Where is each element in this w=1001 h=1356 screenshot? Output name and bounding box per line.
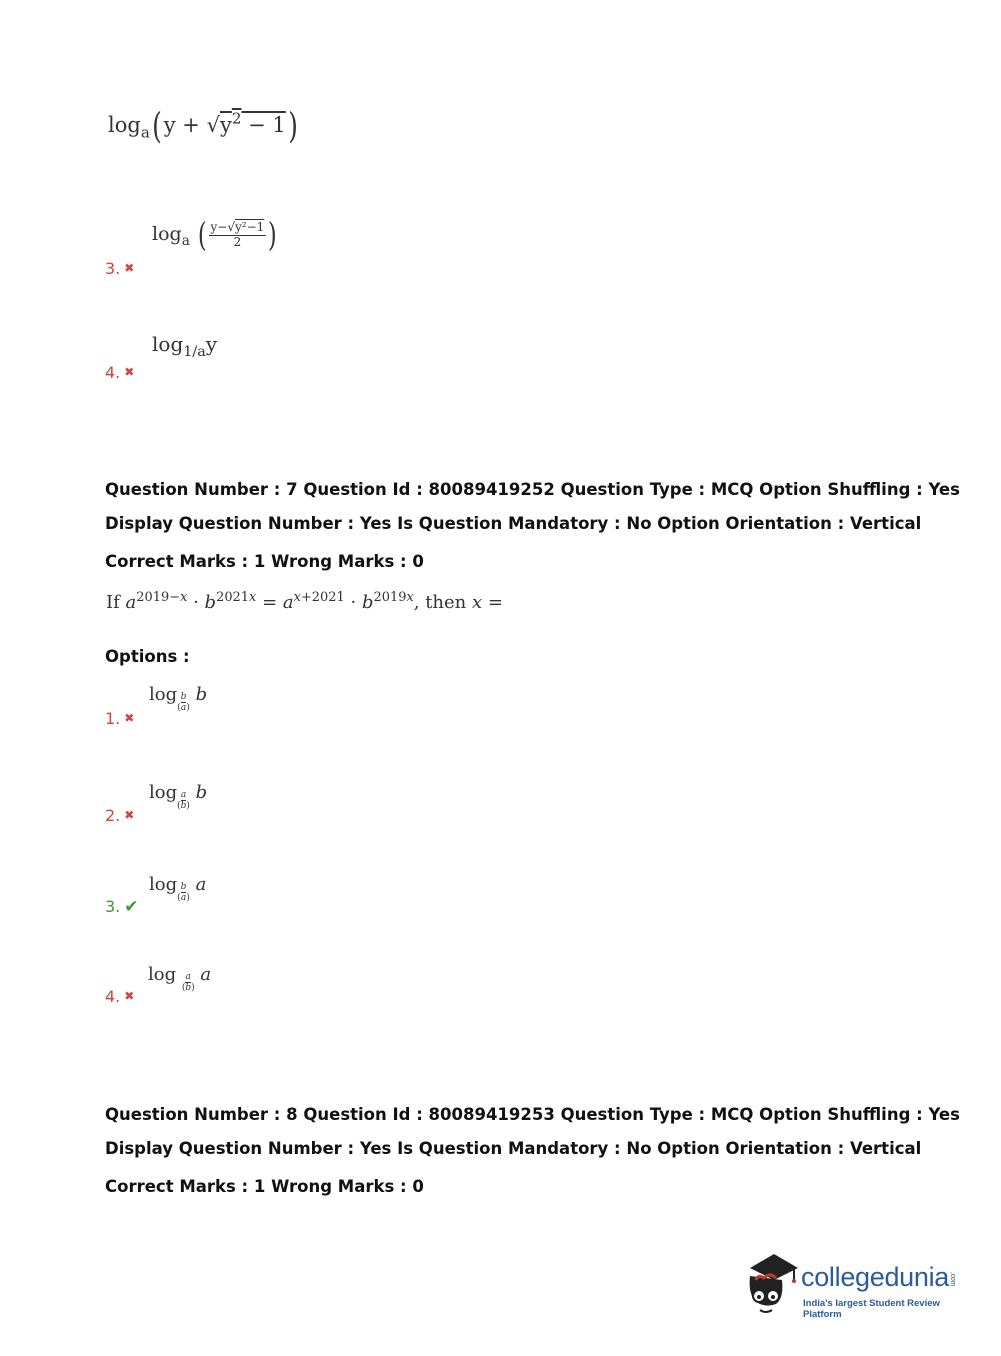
q7-meta-line-1: Question Number : 7 Question Id : 80089419252 Question Type : MCQ Option Shuffling : Yes	[105, 480, 960, 499]
wrong-icon: ✖	[124, 711, 135, 725]
collegedunia-logo[interactable]	[742, 1250, 972, 1320]
correct-check-icon: ✔	[124, 897, 139, 917]
q7-option-3-label[interactable]: 3. ✔	[105, 897, 139, 917]
wrong-icon: ✖	[124, 808, 135, 822]
option-4-label[interactable]: 4. ✖	[105, 363, 135, 382]
logo-brand-text: collegedunia.com	[801, 1262, 957, 1292]
wrong-icon: ✖	[124, 365, 135, 379]
q7-option-2-expression: log( $\frac{a}{b}$ ) b	[149, 782, 208, 811]
q7-option-1-label[interactable]: 1. ✖	[105, 709, 135, 728]
q7-option-3-expression: log( $\frac{b}{a}$ ) a	[149, 874, 207, 903]
option-3-label[interactable]: 3. ✖	[105, 259, 135, 278]
q7-option-4-expression: log ( $\frac{a}{b}$ ) a	[148, 964, 212, 993]
q7-option-1-expression: log( $\frac{b}{a}$ ) b	[149, 684, 208, 713]
q7-options-label: Options :	[105, 647, 190, 666]
wrong-icon: ✖	[124, 989, 135, 1003]
q8-meta-line-2: Display Question Number : Yes Is Question Mandatory : No Option Orientation : Vertical	[105, 1139, 922, 1158]
q7-question-text: If $a^{2019-x} \cdot b^{2021x} = a^{x+2021} \cdot b^{2019x}$, then x =	[106, 590, 503, 614]
q8-meta-line-1: Question Number : 8 Question Id : 80089419253 Question Type : MCQ Option Shuffling : Yes	[105, 1105, 960, 1124]
q7-meta-line-3: Correct Marks : 1 Wrong Marks : 0	[105, 552, 424, 571]
logo-tagline: India's largest Student Review Platform	[803, 1298, 940, 1320]
option-3-expression: $\log_a$ ( $\frac{\text{y−√y²−1}}{2}$ )	[152, 216, 277, 254]
mascot-icon	[742, 1250, 802, 1320]
q8-meta-line-3: Correct Marks : 1 Wrong Marks : 0	[105, 1177, 424, 1196]
q7-meta-line-2: Display Question Number : Yes Is Question Mandatory : No Option Orientation : Vertical	[105, 514, 922, 533]
q7-option-4-label[interactable]: 4. ✖	[105, 987, 135, 1006]
option-4-expression: $\log_{1/a}y$	[152, 332, 218, 361]
q7-option-2-label[interactable]: 2. ✖	[105, 806, 135, 825]
option-2-expression: $\log_a(y + √y^2 - 1)$	[108, 106, 298, 147]
wrong-icon: ✖	[124, 261, 135, 275]
